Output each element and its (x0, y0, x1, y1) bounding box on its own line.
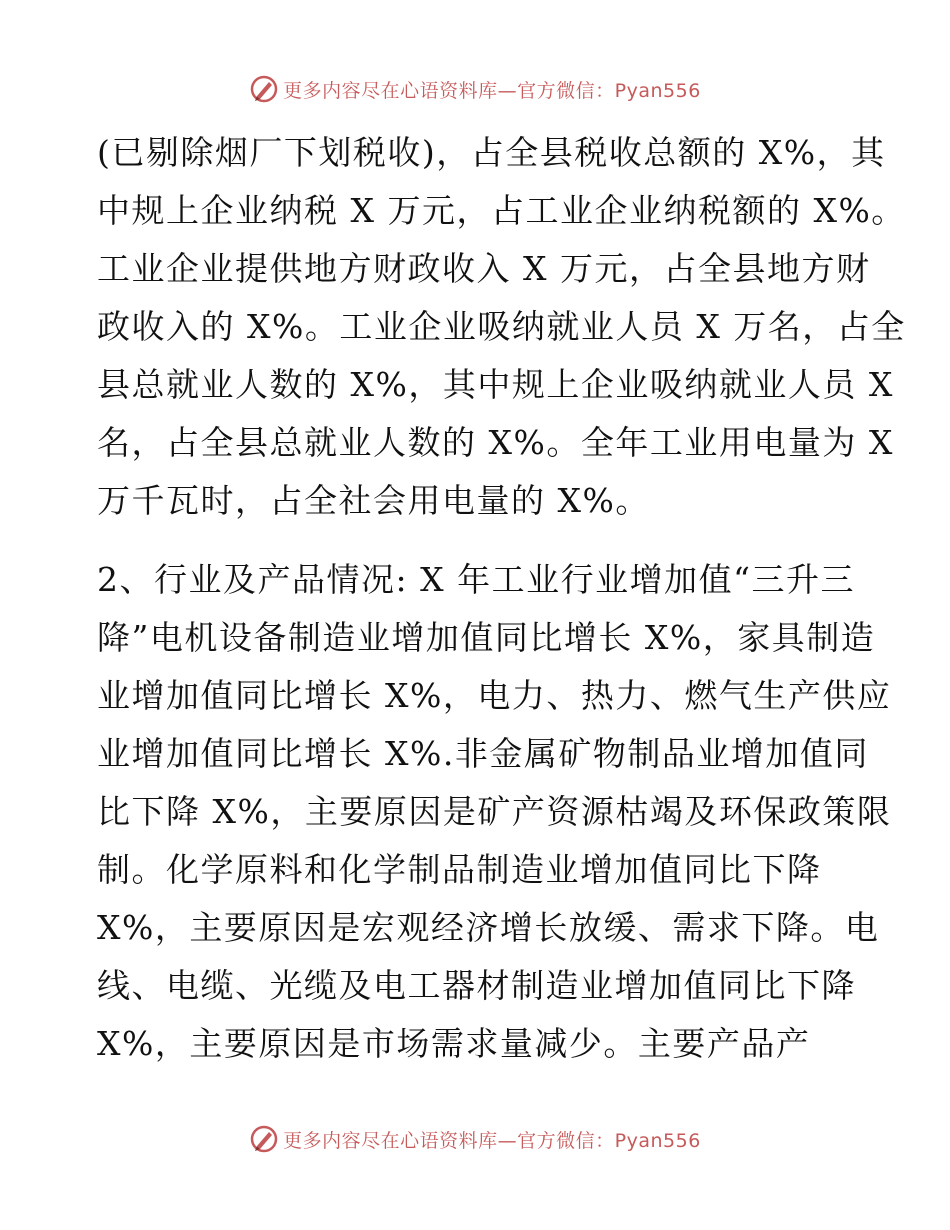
footer-banner (0, 1124, 950, 1154)
text-line: X%，主要原因是市场需求量减少。主要产品产 (97, 1024, 811, 1063)
text-line: (已剔除烟厂下划税收)，占全县税收总额的 X%，其 (97, 133, 886, 172)
paragraph-2 (97, 551, 892, 1073)
banner-text: 更多内容尽在心语资料库—官方微信：Pyan556 (283, 1129, 701, 1152)
text-line: 名，占全县总就业人数的 X%。全年工业用电量为 X (97, 423, 894, 462)
banner-text: 更多内容尽在心语资料库—官方微信：Pyan556 (283, 79, 701, 102)
text-line: 业增加值同比增长 X%.非金属矿物制品业增加值同 (97, 734, 869, 773)
document-body (97, 124, 906, 1073)
text-line: 降”电机设备制造业增加值同比增长 X%，家具制造 (97, 618, 876, 657)
text-line: X%，主要原因是宏观经济增长放缓、需求下降。电 (97, 908, 880, 947)
text-line: 制。化学原料和化学制品制造业增加值同比下降 (97, 850, 822, 889)
paragraph-1 (97, 124, 906, 530)
text-line: 政收入的 X%。工业企业吸纳就业人员 X 万名，占全 (97, 307, 906, 346)
pen-logo-icon (249, 1124, 279, 1154)
text-line: 业增加值同比增长 X%，电力、热力、燃气生产供应 (97, 676, 892, 715)
text-line: 2、行业及产品情况: X 年工业行业增加值“三升三 (97, 560, 855, 599)
header-banner (0, 74, 950, 104)
text-line: 比下降 X%，主要原因是矿产资源枯竭及环保政策限 (97, 792, 892, 831)
text-line: 县总就业人数的 X%，其中规上企业吸纳就业人员 X (97, 365, 894, 404)
pen-logo-icon (249, 74, 279, 104)
text-line: 线、电缆、光缆及电工器材制造业增加值同比下降 (97, 966, 856, 1005)
text-line: 工业企业提供地方财政收入 X 万元，占全县地方财 (97, 249, 871, 288)
text-line: 万千瓦时，占全社会用电量的 X%。 (97, 481, 650, 520)
text-line: 中规上企业纳税 X 万元，占工业企业纳税额的 X%。 (97, 191, 906, 230)
